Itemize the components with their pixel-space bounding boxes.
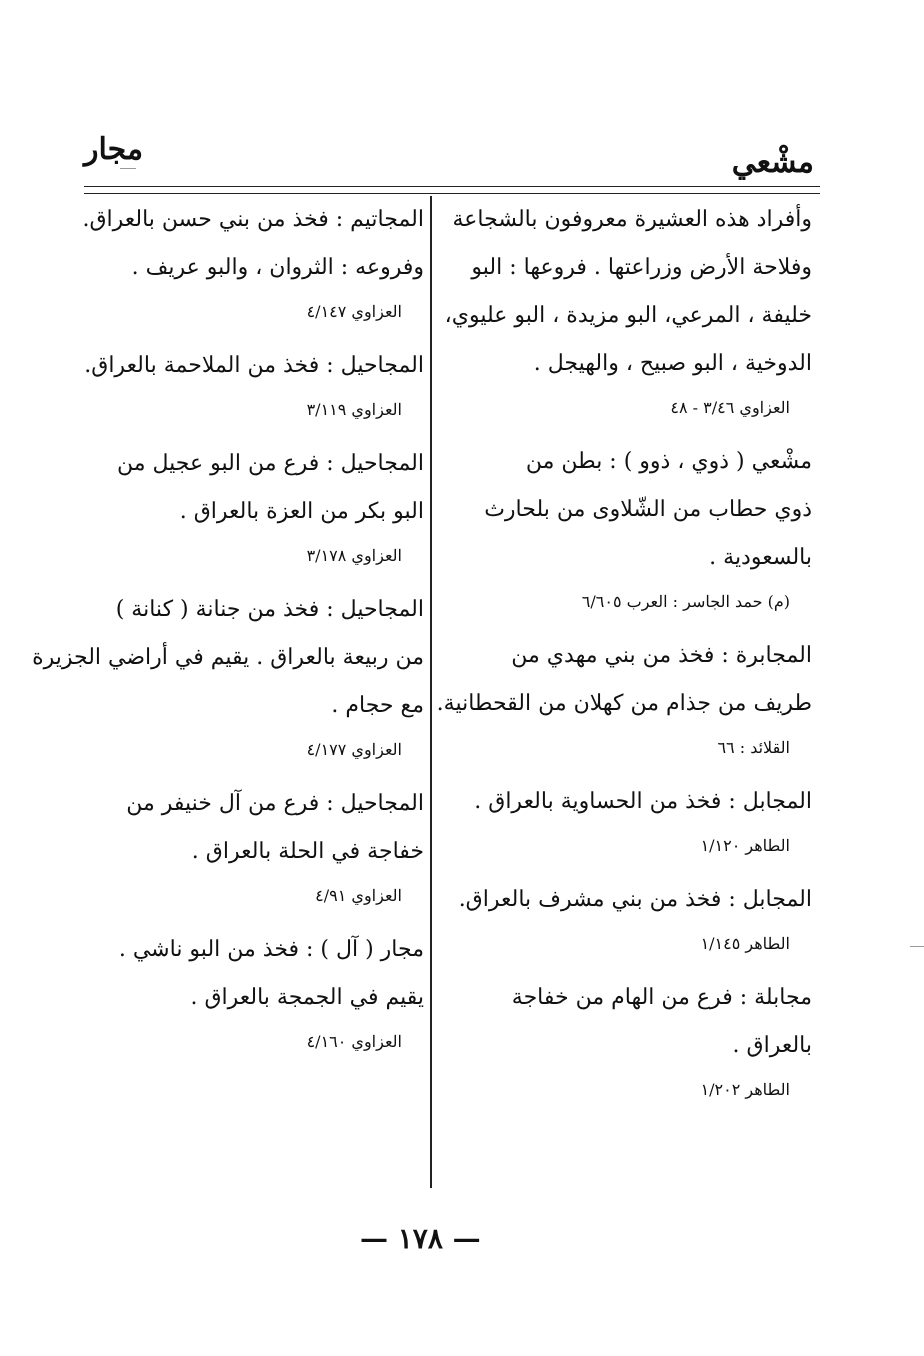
- entry-line: وفروعه : الثروان ، والبو عريف .: [131, 255, 424, 280]
- entry-line: المجاحيل : فرع من آل خنيفر من: [126, 791, 424, 816]
- entry: [474, 778, 812, 866]
- entry-reference: القلائد : ٦٦: [717, 738, 790, 757]
- entry-line: وأفراد هذه العشيرة معروفون بالشجاعة: [452, 207, 812, 232]
- entry-line: مجار ( آل ) : فخذ من البو ناشي .: [118, 937, 424, 962]
- entry-line: المجابرة : فخذ من بني مهدي من: [511, 643, 812, 668]
- entry-reference: العزاوي ٣/٤٦ - ٤٨: [670, 398, 790, 417]
- entry-line: بالسعودية .: [709, 545, 812, 570]
- entry-line: مع حجام .: [331, 693, 424, 718]
- right-column: [436, 196, 812, 1120]
- column-divider: [430, 196, 432, 1188]
- entry-reference: العزاوي ٣/١٧٨: [306, 546, 402, 565]
- entry-reference: العزاوي ٤/٩١: [315, 886, 402, 905]
- entry-line: الدوخية ، البو صبيح ، والهيجل .: [533, 351, 812, 376]
- entry: [436, 632, 812, 768]
- entry-reference: العزاوي ٤/١٤٧: [306, 302, 402, 321]
- entry-line: بالعراق .: [732, 1033, 812, 1058]
- header-rule: [84, 186, 820, 187]
- entry-line: وفلاحة الأرض وزراعتها . فروعها : البو: [471, 255, 812, 280]
- entry-line: مشْعي ( ذوي ، ذوو ) : بطن من: [525, 449, 812, 474]
- entry-line: يقيم في الجمجة بالعراق .: [190, 985, 424, 1010]
- entry: [486, 974, 812, 1110]
- entry-line: خفاجة في الحلة بالعراق .: [191, 839, 424, 864]
- entry: [444, 196, 812, 428]
- entry-line: المجاحيل : فخذ من الملاحمة بالعراق.: [84, 353, 424, 378]
- entry-reference: الطاهر ١/١٢٠: [700, 836, 790, 855]
- entry-reference: العزاوي ٤/١٦٠: [306, 1032, 402, 1051]
- header-left-word: مجار: [84, 132, 144, 167]
- header-right-word: مشْعي: [731, 145, 814, 180]
- left-column: [32, 196, 424, 1072]
- entry: [32, 586, 424, 770]
- entry-line: طريف من جذام من كهلان من القحطانية.: [436, 691, 812, 716]
- entry: [84, 926, 424, 1062]
- header-rule-double: [84, 193, 820, 194]
- entry-line: خليفة ، المرعي، البو مزيدة ، البو عليوي،: [444, 303, 812, 328]
- margin-mark: [910, 946, 924, 947]
- entry: [486, 438, 812, 622]
- entry-reference: العزاوي ٣/١١٩: [306, 400, 402, 419]
- entry-line: المجاحيل : فرع من البو عجيل من: [116, 451, 424, 476]
- header-tick: [120, 168, 136, 169]
- entry-reference: العزاوي ٤/١٧٧: [306, 740, 402, 759]
- entry: [84, 780, 424, 916]
- entry-line: من ربيعة بالعراق . يقيم في أراضي الجزيرة: [32, 645, 424, 670]
- entry-line: المجاحيل : فخذ من جنانة ( كنانة ): [115, 597, 424, 622]
- entry-line: المجابل : فخذ من بني مشرف بالعراق.: [458, 887, 812, 912]
- page-number: — ١٧٨ —: [360, 1222, 481, 1255]
- entry-line: المجابل : فخذ من الحساوية بالعراق .: [474, 789, 812, 814]
- entry-reference: (م) حمد الجاسر : العرب ٦/٦٠٥: [581, 592, 790, 611]
- entry: [84, 342, 424, 430]
- entry: [84, 440, 424, 576]
- entry-line: مجابلة : فرع من الهام من خفاجة: [511, 985, 812, 1010]
- entry-line: البو بكر من العزة بالعراق .: [179, 499, 424, 524]
- entry-line: المجاتيم : فخذ من بني حسن بالعراق.: [82, 207, 424, 232]
- entry-line: ذوي حطاب من الشّلاوى من بلحارث: [484, 497, 812, 522]
- entry: [458, 876, 812, 964]
- entry-reference: الطاهر ١/٢٠٢: [700, 1080, 790, 1099]
- entry-reference: الطاهر ١/١٤٥: [700, 934, 790, 953]
- entry: [84, 196, 424, 332]
